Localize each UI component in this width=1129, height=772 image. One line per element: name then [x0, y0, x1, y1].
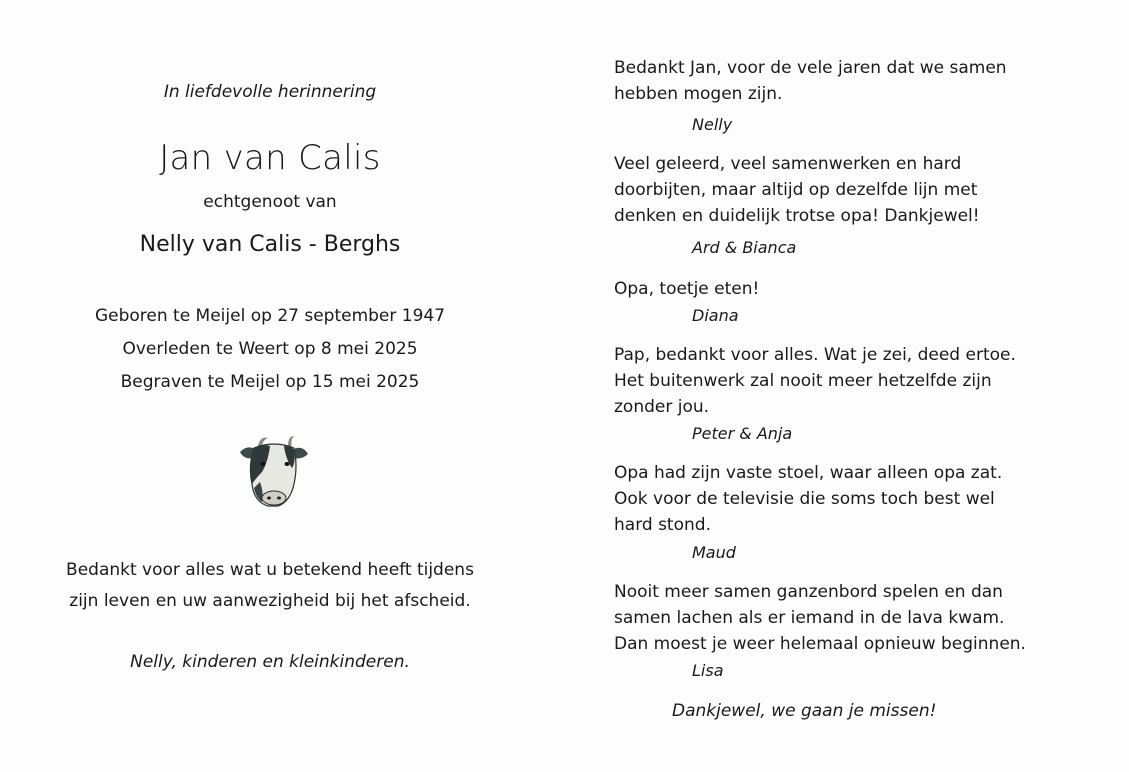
- message-line: samen lachen als er iemand in de lava kwam.: [614, 608, 1005, 628]
- message-line: Veel geleerd, veel samenwerken en hard: [614, 154, 962, 174]
- thanks-line-1: Bedankt voor alles wat u betekend heeft tijdens: [66, 560, 474, 580]
- died-line: Overleden te Weert op 8 mei 2025: [122, 339, 418, 359]
- message-line: Het buitenwerk zal nooit meer hetzelfde zijn: [614, 371, 992, 391]
- message-text: [614, 55, 1007, 107]
- message-line: hebben mogen zijn.: [614, 84, 783, 104]
- message-author: Ard & Bianca: [692, 238, 797, 257]
- closing-text: Dankjewel, we gaan je missen!: [672, 701, 937, 721]
- message-line: Nooit meer samen ganzenbord spelen en dan: [614, 582, 1003, 602]
- thanks-line-2: zijn leven en uw aanwezigheid bij het afscheid.: [69, 591, 471, 611]
- message-line: Opa had zijn vaste stoel, waar alleen opa zat.: [614, 463, 1003, 483]
- spouse-label: echtgenoot van: [203, 192, 337, 212]
- message-author: Lisa: [692, 661, 724, 680]
- message-text: [614, 151, 980, 229]
- intro-text: In liefdevolle herinnering: [163, 82, 377, 102]
- buried-line: Begraven te Meijel op 15 mei 2025: [120, 372, 420, 392]
- thanks-text: [40, 555, 500, 617]
- message-text: [614, 460, 1002, 538]
- message-line: Ook voor de televisie die soms toch best wel: [614, 489, 995, 509]
- message-line: Opa, toetje eten!: [614, 279, 760, 299]
- message-text: [614, 579, 1026, 657]
- message-author: Peter & Anja: [692, 424, 793, 443]
- spouse-name: Nelly van Calis - Berghs: [139, 232, 401, 257]
- message-line: denken en duidelijk trotse opa! Dankjewel!: [614, 206, 980, 226]
- message-author: Diana: [692, 306, 739, 325]
- life-dates: [40, 300, 500, 399]
- message-text: [614, 276, 759, 302]
- right-panel: [614, 0, 1094, 772]
- message-author: Nelly: [692, 115, 733, 134]
- message-line: Pap, bedankt voor alles. Wat je zei, deed ertoe.: [614, 345, 1016, 365]
- cow-head-icon: [234, 432, 310, 508]
- left-panel: [40, 0, 500, 772]
- message-line: zonder jou.: [614, 397, 710, 417]
- message-line: Dan moest je weer helemaal opnieuw beginnen.: [614, 634, 1026, 654]
- message-line: doorbijten, maar altijd op dezelfde lijn met: [614, 180, 978, 200]
- message-text: [614, 342, 1016, 420]
- deceased-name: Jan van Calis: [159, 138, 381, 178]
- born-line: Geboren te Meijel op 27 september 1947: [94, 306, 446, 326]
- message-line: Bedankt Jan, voor de vele jaren dat we samen: [614, 58, 1007, 78]
- message-author: Maud: [692, 543, 736, 562]
- family-signature: Nelly, kinderen en kleinkinderen.: [130, 652, 410, 672]
- message-line: hard stond.: [614, 515, 711, 535]
